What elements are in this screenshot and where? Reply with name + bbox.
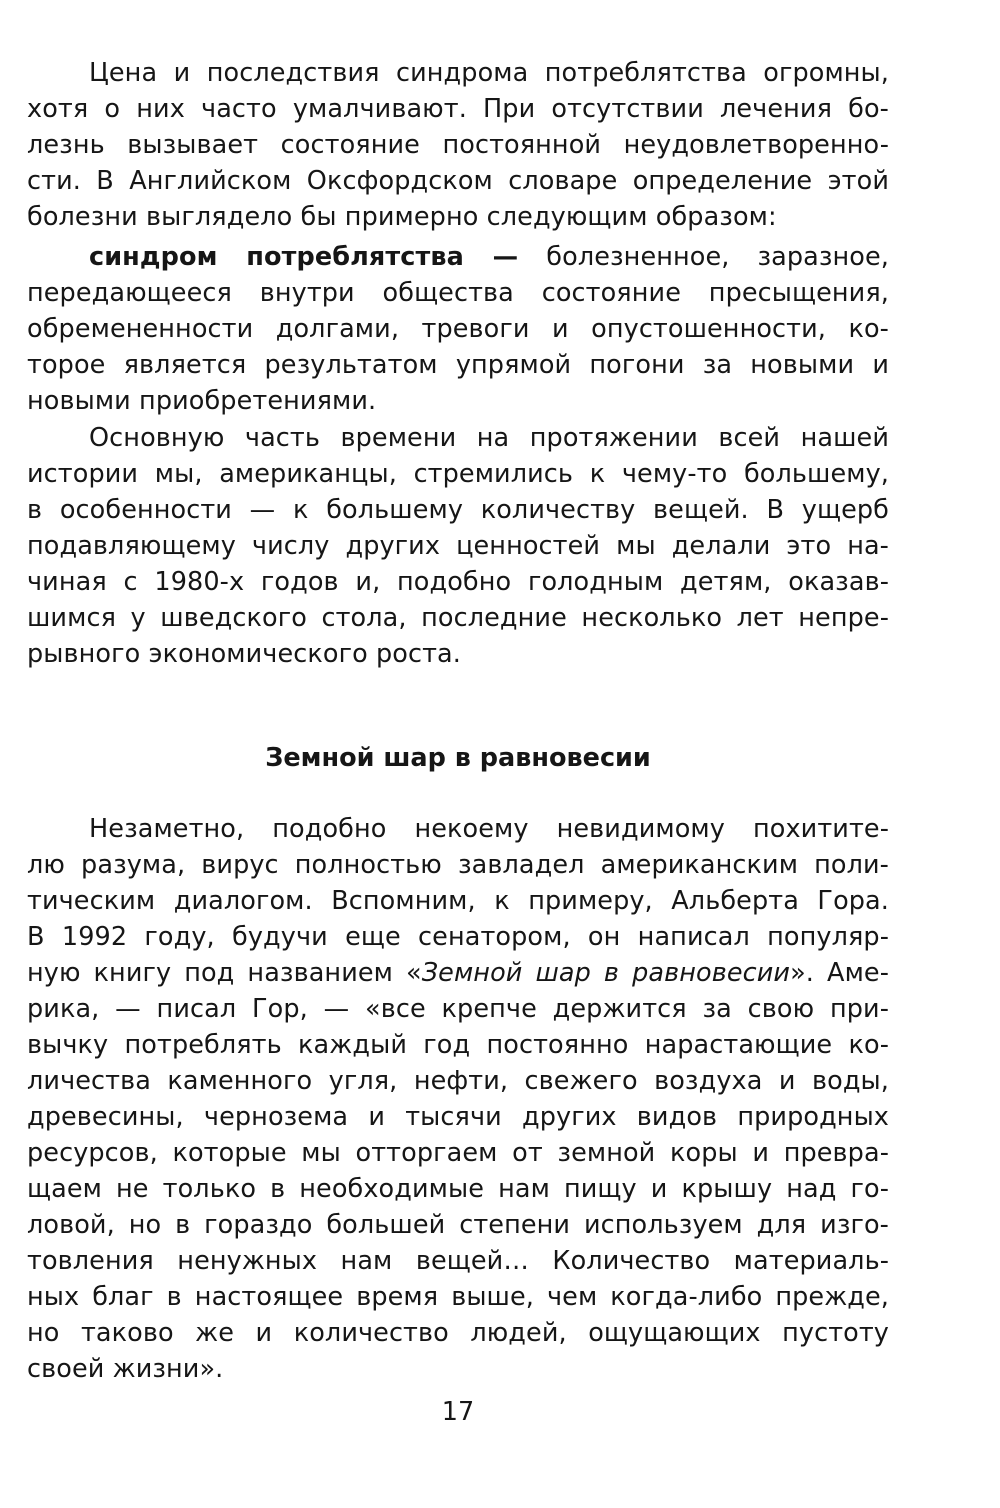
- page-number: 17: [441, 1397, 475, 1427]
- text-line: болезни выглядело бы примерно следующим образом:: [27, 202, 777, 232]
- text-line: новыми приобретениями.: [27, 386, 377, 416]
- text-line: Цена и последствия синдрома потреблятства огромны,: [89, 58, 889, 88]
- text-line: своей жизни».: [27, 1354, 224, 1384]
- definition-first-line: [27, 239, 889, 275]
- text-line: щаем не только в необходимые нам пищу и крышу над го-: [27, 1174, 889, 1204]
- text-line: ных благ в настоящее время выше, чем когда-либо прежде,: [27, 1282, 889, 1312]
- text-line: тическим диалогом. Вспомним, к примеру, Альберта Гора.: [27, 886, 889, 916]
- text-line: торое является результатом упрямой погони за новыми и: [27, 350, 889, 380]
- text-line: сти. В Английском Оксфордском словаре определение этой: [27, 166, 889, 196]
- book-title-line: [27, 955, 889, 991]
- text-line: товления ненужных нам вещей… Количество материаль-: [27, 1246, 889, 1276]
- text-line: подавляющему числу других ценностей мы делали это на-: [27, 531, 889, 561]
- text-line: вычку потреблять каждый год постоянно нарастающие ко-: [27, 1030, 889, 1060]
- text-line: лезнь вызывает состояние постоянной неудовлетвореннo-: [27, 130, 889, 160]
- paragraph-1: [27, 55, 889, 235]
- definition-paragraph: [27, 239, 889, 419]
- text-line: шимся у шведского стола, последние несколько лет непре-: [27, 603, 889, 633]
- text-line: хотя о них часто умалчивают. При отсутствии лечения бо-: [27, 94, 889, 124]
- text-line: личества каменного угля, нефти, свежего воздуха и воды,: [27, 1066, 889, 1096]
- text-line: древесины, чернозема и тысячи других видов природных: [27, 1102, 889, 1132]
- text-line: обремененности долгами, тревоги и опустошенности, ко-: [27, 314, 889, 344]
- text-line: В 1992 году, будучи еще сенатором, он написал популяр-: [27, 922, 889, 952]
- text-line: лю разума, вирус полностью завладел американским поли-: [27, 850, 889, 880]
- definition-term: синдром потреблятства —: [89, 242, 519, 272]
- text-fragment: ную книгу под названием «: [27, 958, 422, 988]
- text-line: Основную часть времени на протяжении всей нашей: [89, 423, 889, 453]
- text-line: рика, — писал Гор, — «все крепче держится за свою при-: [27, 994, 889, 1024]
- text-line: чиная с 1980-х годов и, подобно голодным детям, оказав-: [27, 567, 889, 597]
- book-page: [27, 0, 889, 1508]
- text-line: ловой, но в гораздо большей степени используем для изго-: [27, 1210, 889, 1240]
- paragraph-2: [27, 420, 889, 672]
- text-fragment: ». Аме-: [790, 958, 889, 988]
- text-line: в особенности — к большему количеству вещей. В ущерб: [27, 495, 889, 525]
- text-line: истории мы, американцы, стремились к чему-то большему,: [27, 459, 889, 489]
- paragraph-3: [27, 811, 889, 1387]
- text-line: рывного экономического роста.: [27, 639, 461, 669]
- text-line: передающееся внутри общества состояние пресыщения,: [27, 278, 889, 308]
- definition-text: болезненное, заразное,: [546, 242, 889, 272]
- text-line: Незаметно, подобно некоему невидимому похитите-: [89, 814, 889, 844]
- text-line: но таково же и количество людей, ощущающих пустоту: [27, 1318, 889, 1348]
- text-line: ресурсов, которые мы отторгаем от земной коры и превра-: [27, 1138, 889, 1168]
- book-title: Земной шар в равновесии: [421, 958, 791, 988]
- section-heading: Земной шар в равновесии: [265, 743, 651, 773]
